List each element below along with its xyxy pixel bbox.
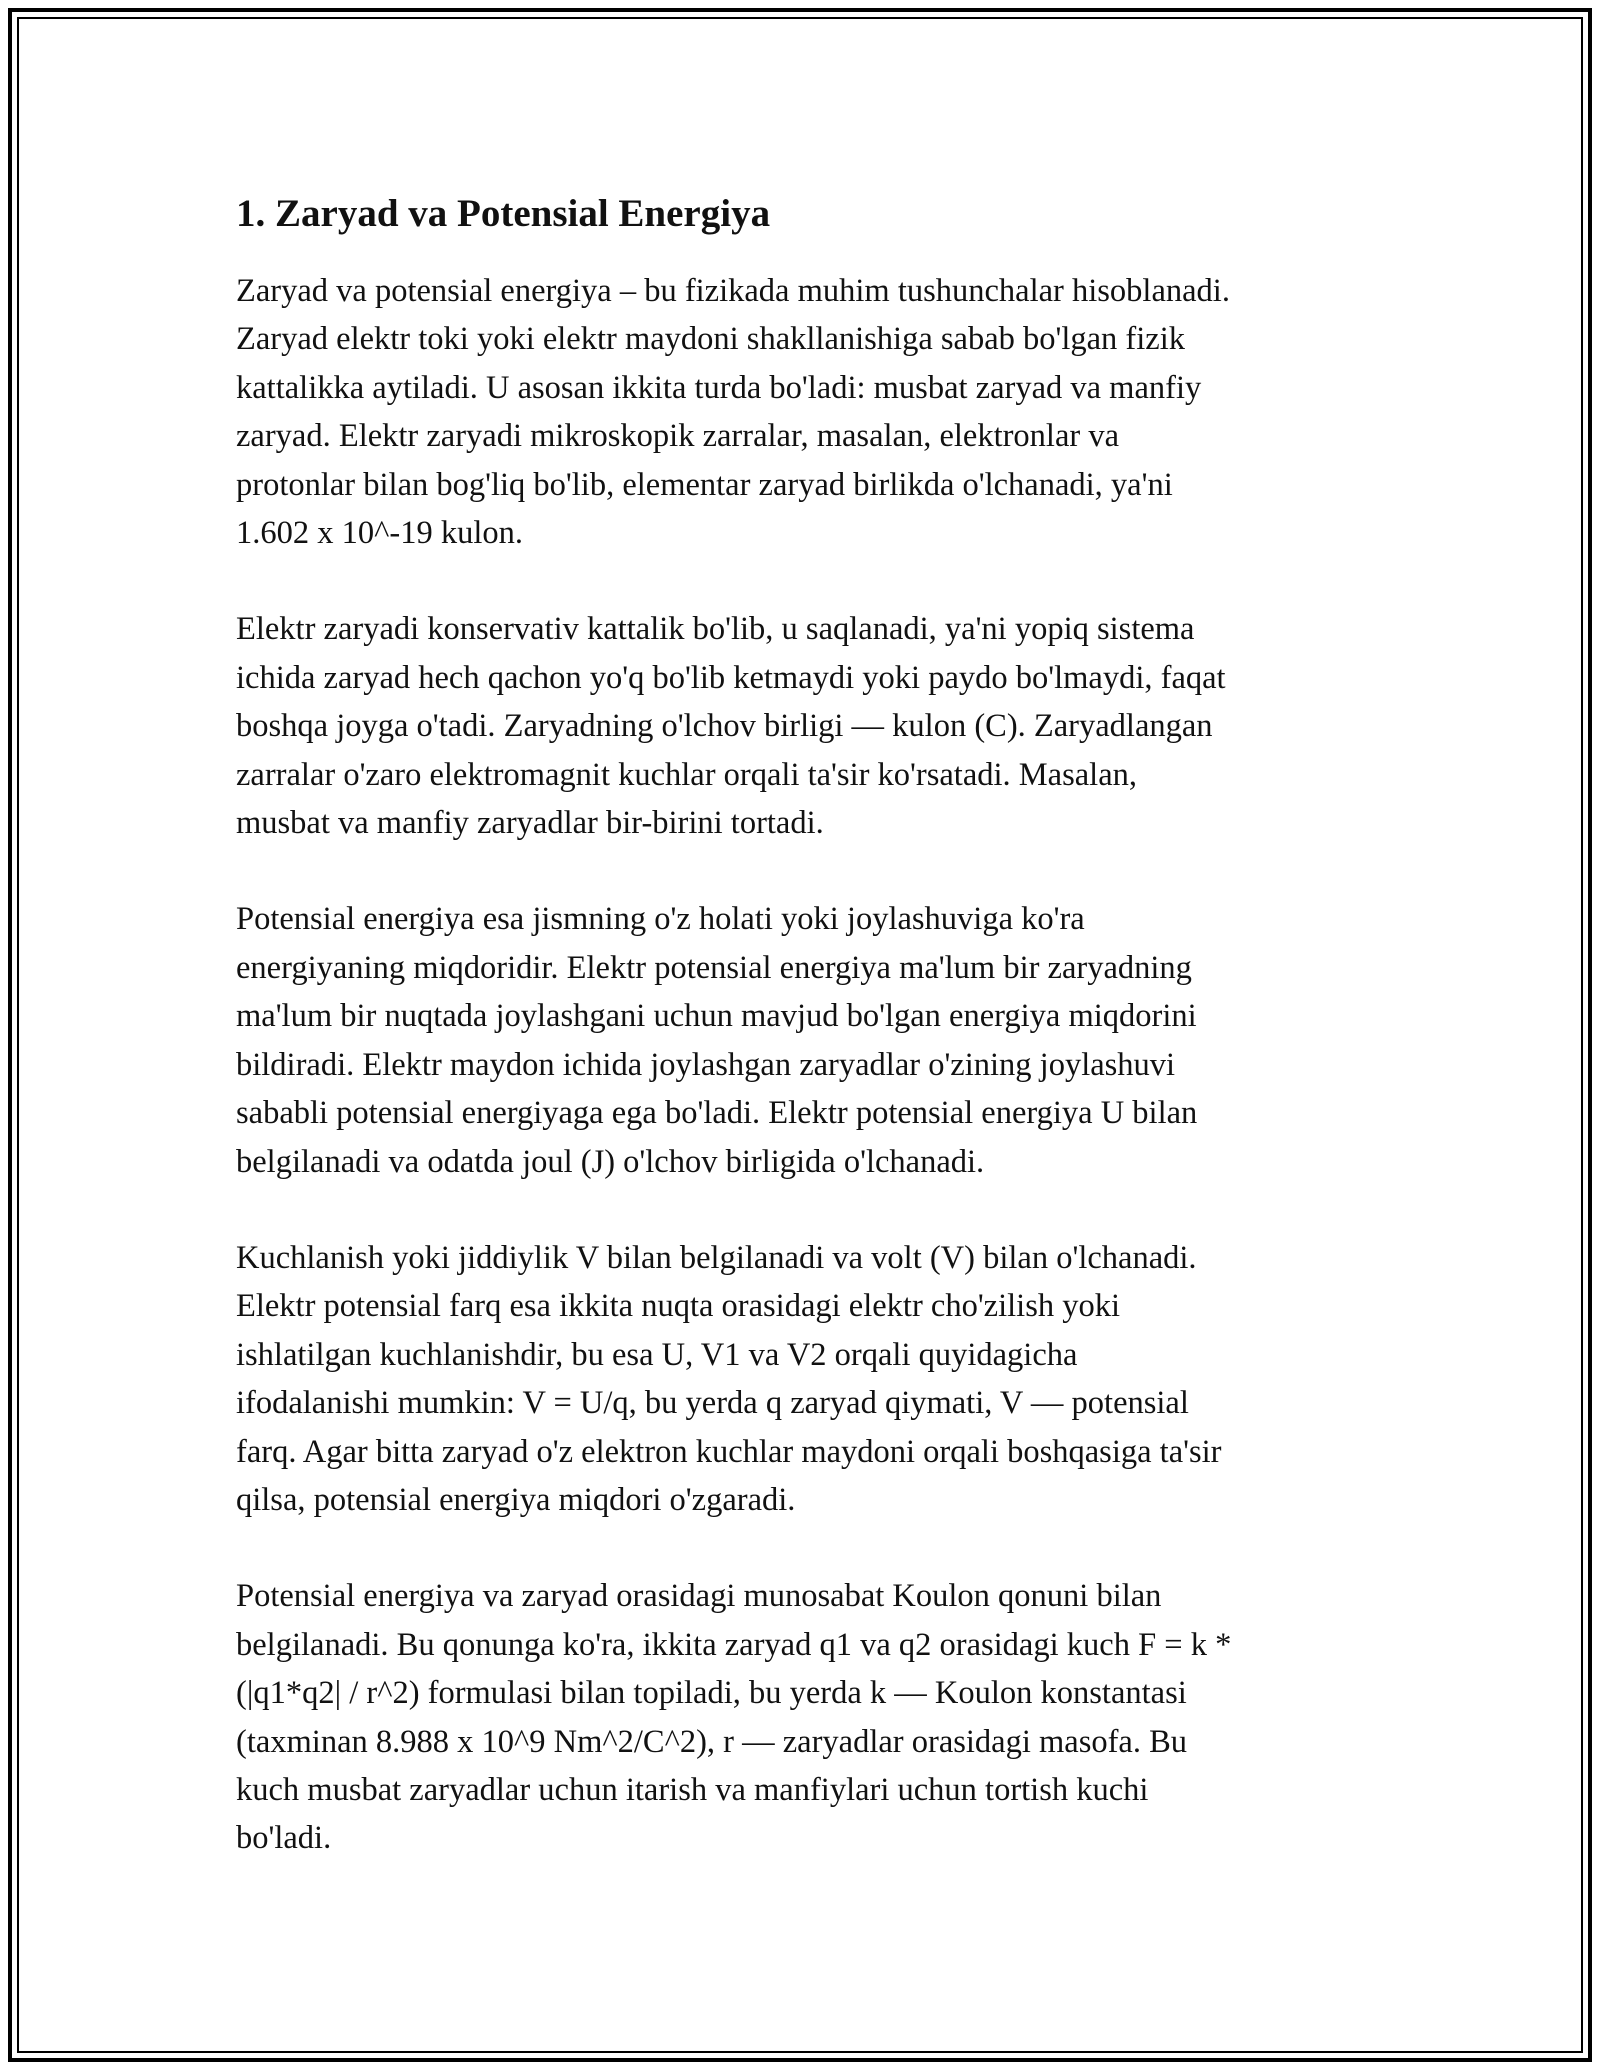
text-line: qilsa, potensial energiya miqdori o'zgaradi. — [236, 1481, 796, 1518]
text-line: Zaryad va potensial energiya – bu fizikada muhim tushunchalar hisoblanadi. — [236, 273, 1230, 309]
text-line: ma'lum bir nuqtada joylashgani uchun mavjud bo'lgan energiya miqdorini — [236, 998, 1197, 1035]
text-line: 1.602 x 10^-19 kulon. — [236, 515, 523, 552]
text-line: sababli potensial energiyaga ega bo'ladi. Elektr potensial energiya U bilan — [236, 1095, 1198, 1132]
document-body — [236, 183, 1386, 1911]
paragraph-potential-energy — [236, 895, 1386, 1185]
text-line: kuch musbat zaryadlar uchun itarish va manfiylari uchun tortish kuchi — [236, 1771, 1149, 1808]
text-line: boshqa joyga o'tadi. Zaryadning o'lchov birligi — kulon (C). Zaryadlangan — [236, 708, 1213, 745]
text-line: protonlar bilan bog'liq bo'lib, elementar zaryad birlikda o'lchanadi, ya'ni — [236, 466, 1173, 503]
paragraph-voltage — [236, 1234, 1386, 1524]
text-line: ishlatilgan kuchlanishdir, bu esa U, V1 va V2 orqali quyidagicha — [236, 1336, 1078, 1373]
text-line: energiyaning miqdoridir. Elektr potensial energiya ma'lum bir zaryadning — [236, 949, 1192, 986]
paragraph-coulomb-law — [236, 1572, 1386, 1862]
paragraph-charge-definition — [236, 267, 1386, 557]
text-line: Elektr zaryadi konservativ kattalik bo'lib, u saqlanadi, ya'ni yopiq sistema — [236, 611, 1195, 648]
text-line: zaryad. Elektr zaryadi mikroskopik zarralar, masalan, elektronlar va — [236, 418, 1120, 455]
text-line: (taxminan 8.988 x 10^9 Nm^2/C^2), r — zaryadlar orasidagi masofa. Bu — [236, 1723, 1188, 1760]
text-line: Kuchlanish yoki jiddiylik V bilan belgilanadi va volt (V) bilan o'lchanadi. — [236, 1239, 1197, 1276]
text-line: Potensial energiya va zaryad orasidagi munosabat Koulon qonuni bilan — [236, 1578, 1162, 1615]
text-line: ifodalanishi mumkin: V = U/q, bu yerda q zaryad qiymati, V — potensial — [236, 1385, 1189, 1422]
text-line: zarralar o'zaro elektromagnit kuchlar orqali ta'sir ko'rsatadi. Masalan, — [236, 756, 1138, 793]
text-line: Potensial energiya esa jismning o'z holati yoki joylashuviga ko'ra — [236, 901, 1085, 938]
text-line: farq. Agar bitta zaryad o'z elektron kuchlar maydoni orqali boshqasiga ta'sir — [236, 1433, 1222, 1470]
text-line: ichida zaryad hech qachon yo'q bo'lib ketmaydi yoki paydo bo'lmaydi, faqat — [236, 659, 1226, 696]
text-line: Zaryad elektr toki yoki elektr maydoni shakllanishiga sabab bo'lgan fizik — [236, 321, 1185, 358]
paragraph-charge-conservation — [236, 605, 1386, 847]
text-line: belgilanadi va odatda joul (J) o'lchov birligida o'lchanadi. — [236, 1143, 985, 1180]
text-line: bo'ladi. — [236, 1820, 332, 1857]
text-line: (|q1*q2| / r^2) formulasi bilan topiladi, bu yerda k — Koulon konstantasi — [236, 1675, 1187, 1712]
text-line: Elektr potensial farq esa ikkita nuqta orasidagi elektr cho'zilish yoki — [236, 1288, 1120, 1325]
text-line: belgilanadi. Bu qonunga ko'ra, ikkita zaryad q1 va q2 orasidagi kuch F = k * — [236, 1626, 1232, 1663]
text-line: kattalikka aytiladi. U asosan ikkita turda bo'ladi: musbat zaryad va manfiy — [236, 369, 1202, 406]
text-line: bildiradi. Elektr maydon ichida joylashgan zaryadlar o'zining joylashuvi — [236, 1046, 1176, 1083]
text-line: musbat va manfiy zaryadlar bir-birini tortadi. — [236, 805, 824, 842]
section-heading: 1. Zaryad va Potensial Energiya — [236, 192, 771, 235]
